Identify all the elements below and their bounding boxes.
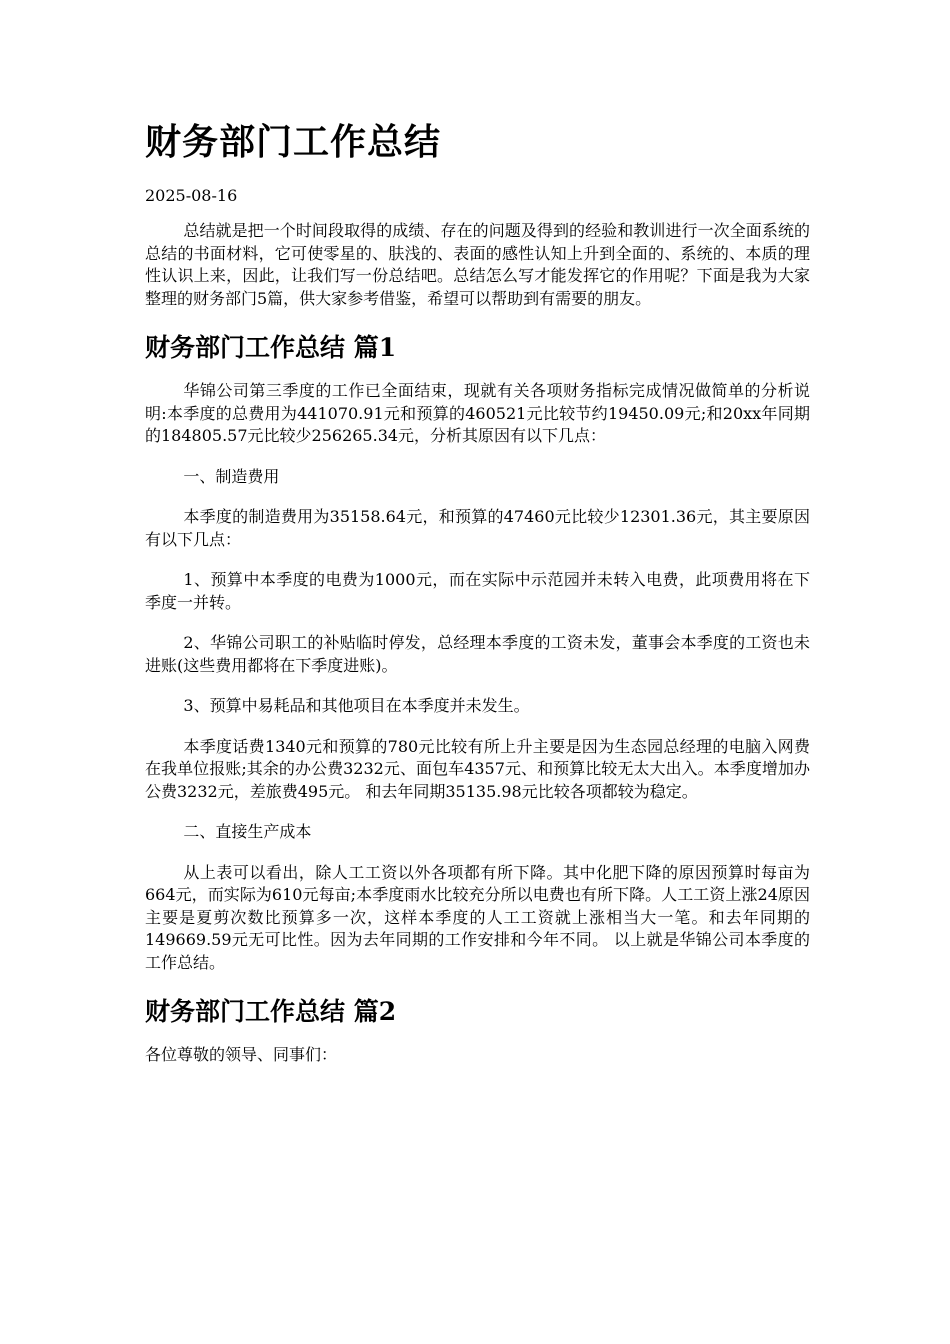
document-page [145, 112, 810, 1085]
list-item: 1、预算中本季度的电费为1000元，而在实际中示范园并未转入电费，此项费用将在下季度一并转。 [145, 570, 810, 612]
section-heading: 财务部门工作总结 篇1 [145, 333, 397, 362]
section-1 [145, 328, 810, 974]
section-2 [145, 992, 810, 1067]
list-item: 2、华锦公司职工的补贴临时停发，总经理本季度的工资未发，董事会本季度的工资也未进账(这些费用都将在下季度进账)。 [145, 633, 810, 675]
paragraph: 华锦公司第三季度的工作已全面结束，现就有关各项财务指标完成情况做简单的分析说明:本季度的总费用为441070.91元和预算的460521元比较节约19450.09元;和20xx年同期的184805.57元比较少256265.34元，分析其原因有以下几点： [145, 381, 810, 445]
page-title: 财务部门工作总结 [145, 121, 442, 163]
paragraph: 从上表可以看出，除人工工资以外各项都有所下降。其中化肥下降的原因预算时每亩为664元，而实际为610元每亩;本季度雨水比较充分所以电费也有所下降。人工工资上涨24原因主要是夏剪次数比预算多一次，这样本季度的人工工资就上涨相当大一笔。和去年同期的149669.59元无可比性。因为去年同期的工作安排和今年不同。 以上就是华锦公司本季度的工作总结。 [145, 862, 810, 972]
subsection-heading: 二、直接生产成本 [183, 822, 312, 841]
intro-paragraph: 总结就是把一个时间段取得的成绩、存在的问题及得到的经验和教训进行一次全面系统的总结的书面材料，它可使零星的、肤浅的、表面的感性认知上升到全面的、系统的、本质的理性认识上来，因此，让我们写一份总结吧。总结怎么写才能发挥它的作用呢？下面是我为大家整理的财务部门5篇，供大家参考借鉴，希望可以帮助到有需要的朋友。 [145, 221, 810, 308]
paragraph: 本季度的制造费用为35158.64元，和预算的47460元比较少12301.36元，其主要原因有以下几点： [145, 507, 810, 549]
document-date: 2025-08-16 [145, 186, 238, 205]
list-item: 3、预算中易耗品和其他项目在本季度并未发生。 [183, 696, 530, 715]
paragraph: 本季度话费1340元和预算的780元比较有所上升主要是因为生态园总经理的电脑入网费在我单位报账;其余的办公费3232元、面包车4357元、和预算比较无太大出入。本季度增加办公费3232元，差旅费495元。 和去年同期35135.98元比较各项都较为稳定。 [145, 736, 810, 801]
salutation: 各位尊敬的领导、同事们： [145, 1045, 338, 1064]
subsection-heading: 一、制造费用 [183, 466, 280, 486]
section-heading: 财务部门工作总结 篇2 [145, 997, 397, 1026]
